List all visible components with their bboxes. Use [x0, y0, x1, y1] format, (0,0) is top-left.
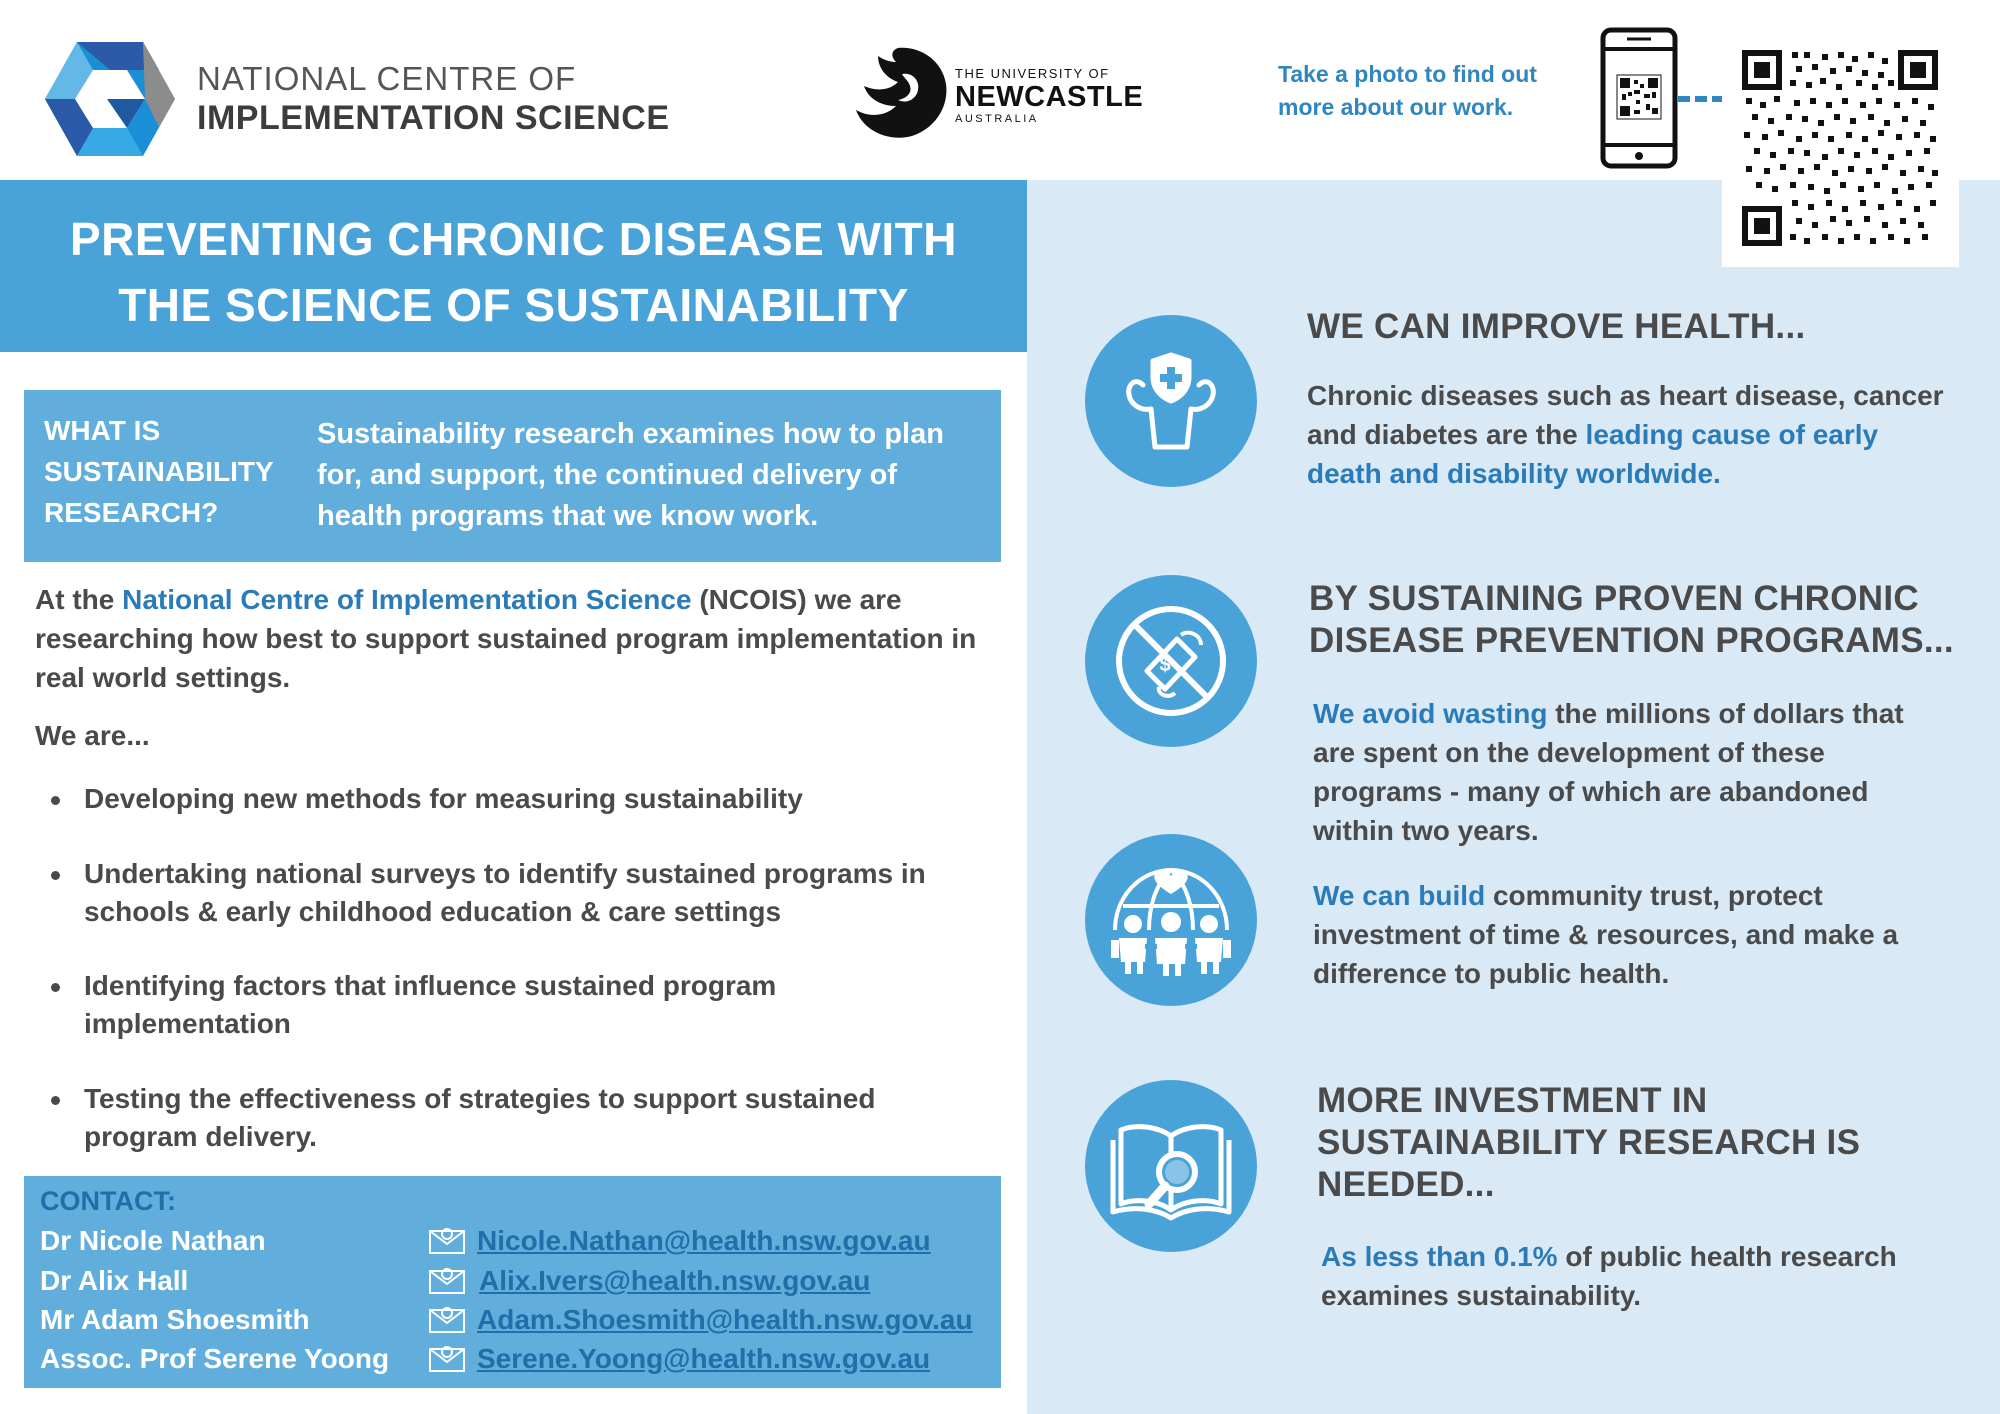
ncois-line1: NATIONAL CENTRE OF [197, 60, 577, 97]
email-link[interactable]: Serene.Yoong@health.nsw.gov.au [477, 1343, 931, 1374]
investment-text-body: of public health research examines sustainability. [1321, 1241, 1897, 1311]
ncois-line2: IMPLEMENTATION SCIENCE [197, 99, 670, 137]
email-icon [428, 1345, 466, 1373]
sustaining-p2-text: community trust, protect investment of time & resources, and make a difference to public health. [1313, 880, 1899, 989]
investment-heading-line2: SUSTAINABILITY RESEARCH IS [1317, 1123, 1861, 1162]
university-wordmark [955, 66, 1143, 125]
title-line2: THE SCIENCE OF SUSTAINABILITY [118, 279, 909, 331]
investment-highlight: As less than 0.1% [1321, 1241, 1558, 1272]
email-link[interactable]: Adam.Shoesmith@health.nsw.gov.au [477, 1304, 973, 1335]
sustaining-p1-text: the millions of dollars that are spent on the development of these programs - many of which are abandoned within two years. [1313, 698, 1904, 846]
what-is-box [24, 390, 1001, 562]
contact-row [40, 1262, 995, 1300]
what-is-label-line1: WHAT IS [44, 415, 161, 446]
contact-name: Assoc. Prof Serene Yoong [40, 1343, 390, 1374]
bullet-dot-icon [51, 983, 60, 992]
bullet-dot-icon [51, 871, 60, 880]
investment-heading-line3: NEEDED... [1317, 1165, 1495, 1204]
contact-row [40, 1340, 995, 1378]
ncois-logo-icon [45, 42, 175, 156]
what-is-description: Sustainability research examines how to plan for, and support, the continued delivery of health programs that we know work. [317, 418, 944, 532]
svg-text:$: $ [1159, 654, 1171, 676]
university-horse-logo-icon [850, 44, 950, 140]
contact-name: Dr Alix Hall [40, 1265, 189, 1296]
bullet-text: Undertaking national surveys to identify sustained programs in schools & early childhood education & care settings [84, 858, 926, 927]
contact-row [40, 1222, 995, 1260]
what-is-label [44, 410, 304, 533]
email-icon [428, 1267, 466, 1295]
bullet-text: Testing the effectiveness of strategies to support sustained program delivery. [84, 1083, 876, 1152]
improve-heading: WE CAN IMPROVE HEALTH... [1307, 307, 1806, 346]
uon-line1: THE UNIVERSITY OF [955, 66, 1110, 81]
header [0, 0, 2000, 180]
no-waste-money-icon [1085, 575, 1257, 747]
investment-text [1321, 1237, 1961, 1315]
investment-heading-line1: MORE INVESTMENT IN [1317, 1081, 1708, 1120]
bullet-dot-icon [51, 1096, 60, 1105]
community-icon [1085, 834, 1257, 1006]
contact-box [24, 1176, 1001, 1388]
what-is-label-line2: SUSTAINABILITY [44, 456, 274, 487]
bullet-text: Identifying factors that influence sustained program implementation [84, 970, 777, 1039]
what-is-label-line3: RESEARCH? [44, 497, 219, 528]
improve-text [1307, 376, 1947, 493]
qr-code-icon [1742, 50, 1938, 246]
intro-paragraph [35, 580, 1005, 697]
photo-prompt: Take a photo to find out more about our work. [1278, 61, 1537, 120]
connector-dash [1678, 96, 1724, 102]
sustaining-heading-line2: DISEASE PREVENTION PROGRAMS... [1309, 621, 1954, 660]
improve-text-prefix: Chronic diseases such as heart disease, cancer and diabetes are the [1307, 380, 1944, 450]
bullet-text: Developing new methods for measuring sustainability [84, 783, 803, 814]
contact-row [40, 1301, 995, 1339]
improve-text-highlight: leading cause of early death and disability worldwide. [1307, 419, 1879, 489]
sustaining-heading-line1: BY SUSTAINING PROVEN CHRONIC [1309, 579, 1919, 618]
sustaining-paragraph-2 [1313, 876, 1953, 993]
intro-highlight: National Centre of Implementation Science [122, 584, 692, 615]
qr-code[interactable] [1722, 44, 1959, 267]
sustaining-heading [1309, 578, 1954, 662]
email-icon [428, 1227, 466, 1255]
title-line1: PREVENTING CHRONIC DISEASE WITH [69, 213, 957, 265]
intro-suffix: (NCOIS) we are researching how best to support sustained program implementation in real world settings. [35, 584, 977, 693]
title-banner [0, 180, 1027, 352]
sustaining-p1-highlight: We avoid wasting [1313, 698, 1548, 729]
page-title [0, 206, 1027, 338]
we-are-label: We are... [35, 720, 150, 751]
email-link[interactable]: Alix.Ivers@health.nsw.gov.au [479, 1265, 871, 1296]
uon-line2: NEWCASTLE [955, 81, 1144, 113]
ncois-wordmark [197, 60, 670, 138]
sustaining-p2-highlight: We can build [1313, 880, 1486, 911]
phone-icon [1600, 27, 1678, 169]
email-link[interactable]: Nicole.Nathan@health.nsw.gov.au [477, 1225, 931, 1256]
sustaining-paragraph-1 [1313, 694, 1953, 850]
contact-name: Mr Adam Shoesmith [40, 1304, 310, 1335]
investment-heading [1317, 1080, 1860, 1206]
bullet-dot-icon [51, 796, 60, 805]
contact-title: CONTACT: [40, 1186, 176, 1216]
intro-prefix: At the [35, 584, 123, 615]
uon-line3: AUSTRALIA [955, 113, 1039, 125]
email-icon [428, 1306, 466, 1334]
strong-health-icon [1085, 315, 1257, 487]
contact-name: Dr Nicole Nathan [40, 1225, 266, 1256]
book-search-icon [1085, 1080, 1257, 1252]
